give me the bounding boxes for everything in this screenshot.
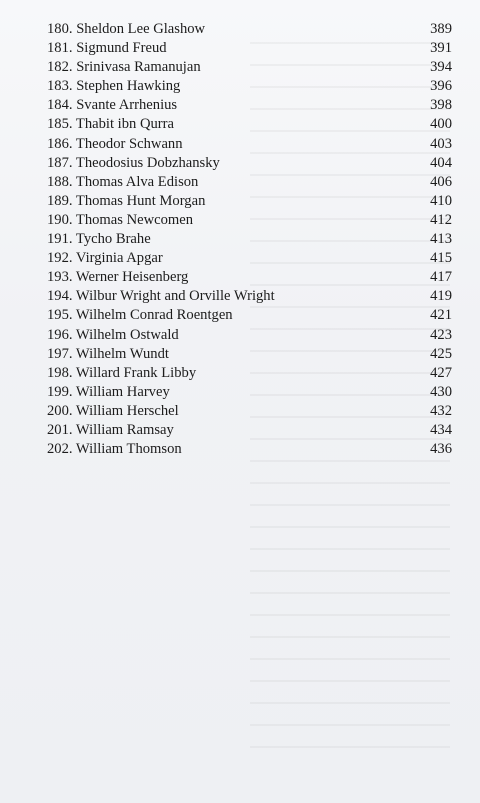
toc-entry [47, 96, 452, 115]
toc-entry [47, 230, 452, 249]
entry-page-number: 421 [430, 307, 452, 324]
entry-title: 188. Thomas Alva Edison [47, 173, 199, 190]
entry-page-number: 430 [430, 383, 452, 400]
entry-title: 198. Willard Frank Libby [47, 364, 197, 381]
entry-page-number: 434 [430, 421, 452, 438]
entry-title: 183. Stephen Hawking [47, 78, 181, 95]
toc-entry [47, 39, 452, 58]
entry-page-number: 403 [430, 135, 452, 152]
entry-page-number: 400 [430, 116, 452, 133]
entry-title: 189. Thomas Hunt Morgan [47, 192, 206, 209]
entry-title: 194. Wilbur Wright and Orville Wright [47, 288, 275, 305]
toc-entry [47, 326, 452, 345]
toc-entry [47, 421, 452, 440]
entry-title: 190. Thomas Newcomen [47, 211, 194, 228]
entry-title: 192. Virginia Apgar [47, 250, 163, 267]
entry-page-number: 389 [430, 21, 452, 37]
toc-entry [47, 440, 452, 459]
toc-entry [47, 173, 452, 192]
entry-title: 199. William Harvey [47, 383, 170, 400]
entry-title: 184. Svante Arrhenius [47, 97, 178, 114]
entry-page-number: 432 [430, 402, 452, 419]
toc-entry [47, 287, 452, 306]
toc-entry [47, 77, 452, 96]
entry-page-number: 410 [430, 192, 452, 209]
entry-page-number: 406 [430, 173, 452, 190]
table-of-contents [47, 20, 452, 459]
entry-page-number: 391 [430, 40, 452, 57]
entry-page-number: 412 [430, 211, 452, 228]
entry-title: 201. William Ramsay [47, 421, 174, 438]
entry-page-number: 423 [430, 326, 452, 343]
entry-page-number: 413 [430, 231, 452, 248]
entry-title: 191. Tycho Brahe [47, 231, 151, 248]
entry-title: 186. Theodor Schwann [47, 135, 183, 152]
toc-entry [47, 192, 452, 211]
entry-title: 195. Wilhelm Conrad Roentgen [47, 307, 233, 324]
entry-title: 182. Srinivasa Ramanujan [47, 59, 201, 76]
toc-entry [47, 115, 452, 134]
entry-page-number: 415 [430, 250, 452, 267]
entry-title: 197. Wilhelm Wundt [47, 345, 169, 362]
entry-title: 193. Werner Heisenberg [47, 269, 189, 286]
toc-entry [47, 249, 452, 268]
entry-title: 187. Theodosius Dobzhansky [47, 154, 220, 171]
entry-page-number: 436 [430, 441, 452, 458]
entry-title: 200. William Herschel [47, 402, 179, 419]
toc-entry [47, 135, 452, 154]
toc-entry [47, 402, 452, 421]
toc-entry [47, 268, 452, 287]
toc-entry [47, 211, 452, 230]
entry-page-number: 394 [430, 59, 452, 76]
entry-page-number: 417 [430, 269, 452, 286]
toc-entry [47, 154, 452, 173]
entry-title: 181. Sigmund Freud [47, 40, 167, 57]
entry-page-number: 396 [430, 78, 452, 95]
entry-page-number: 404 [430, 154, 452, 171]
entry-title: 202. William Thomson [47, 441, 182, 458]
toc-entry [47, 306, 452, 325]
entry-page-number: 398 [430, 97, 452, 114]
entry-page-number: 427 [430, 364, 452, 381]
toc-entry [47, 383, 452, 402]
toc-entry [47, 364, 452, 383]
entry-page-number: 425 [430, 345, 452, 362]
toc-entry [47, 345, 452, 364]
entry-title: 180. Sheldon Lee Glashow [47, 21, 206, 37]
entry-page-number: 419 [430, 288, 452, 305]
toc-entry [47, 20, 452, 39]
entry-title: 196. Wilhelm Ostwald [47, 326, 179, 343]
entry-title: 185. Thabit ibn Qurra [47, 116, 174, 133]
toc-entry [47, 58, 452, 77]
